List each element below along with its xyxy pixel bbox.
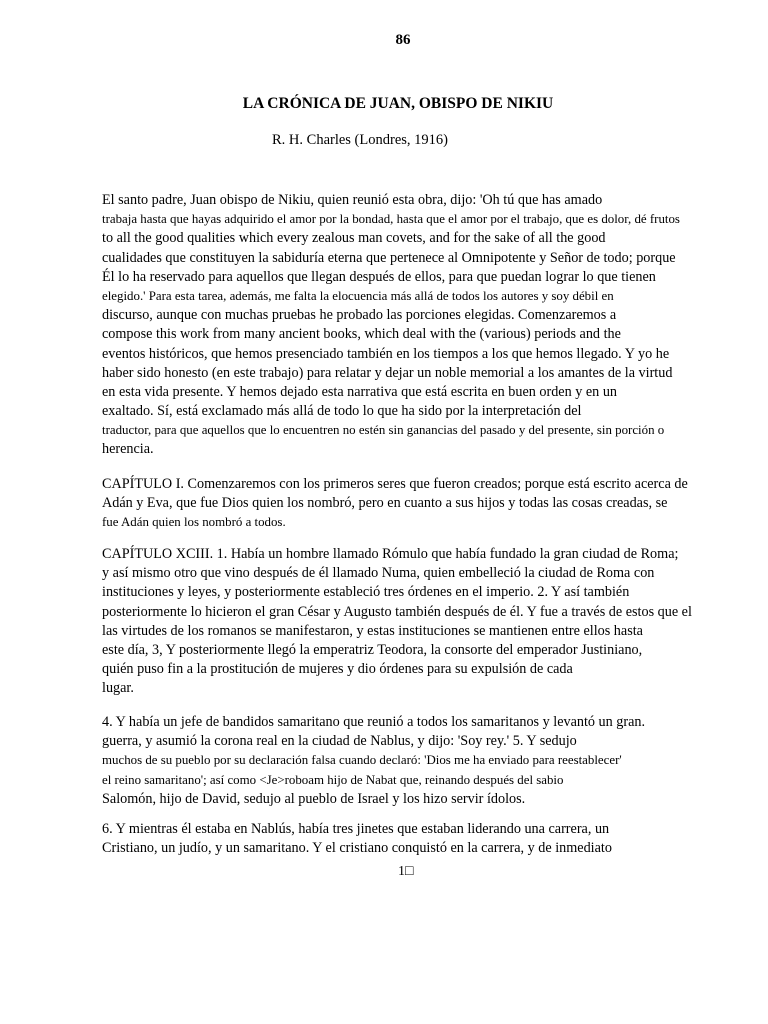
text-line: instituciones y leyes, y posteriormente estableció tres órdenes en el imperio. 2. Y así también xyxy=(102,584,630,601)
text-line: to all the good qualities which every zealous man covets, and for the sake of all the good xyxy=(102,230,606,247)
text-line: y así mismo otro que vino después de él llamado Numa, quien embelleció la ciudad de Roma con xyxy=(102,565,655,582)
paragraph-race xyxy=(102,820,742,858)
document-title: LA CRÓNICA DE JUAN, OBISPO DE NIKIU xyxy=(242,95,554,112)
text-line: Adán y Eva, que fue Dios quien los nombró, pero en cuanto a sus hijos y todas las cosas creadas, se xyxy=(102,495,668,512)
text-line: eventos históricos, que hemos presenciado también en los tiempos a los que hemos llegado. Y yo he xyxy=(102,345,670,362)
text-line: 4. Y había un jefe de bandidos samaritano que reunió a todos los samaritanos y levantó un gran. xyxy=(102,714,646,730)
text-line: 6. Y mientras él estaba en Nablús, había tres jinetes que estaban liderando una carrera, un xyxy=(102,821,610,837)
page-number: 86 xyxy=(395,32,411,48)
text-line: el reino samaritano'; así como <Je>roboam hijo de Nabat que, reinando después del sabio xyxy=(102,772,564,787)
text-line: Él lo ha reservado para aquellos que llegan después de ellos, para que puedan lograr lo que tienen xyxy=(102,268,656,285)
text-line: quién puso fin a la prostitución de mujeres y dio órdenes para su expulsión de cada xyxy=(102,661,573,678)
text-line: posteriormente lo hicieron el gran César y Augusto también después de él. Y fue a través de estos que el xyxy=(102,603,692,620)
text-line: traductor, para que aquellos que lo encuentren no estén sin ganancias del pasado y del presente, sin porción o xyxy=(102,423,665,438)
text-line: elegido.' Para esta tarea, además, me falta la elocuencia más allá de todos los autores y soy débil en xyxy=(102,288,614,303)
text-line: discurso, aunque con muchas pruebas he probado las porciones elegidas. Comenzaremos a xyxy=(102,307,617,324)
text-line: CAPÍTULO I. Comenzaremos con los primeros seres que fueron creados; porque está escrito acerca de xyxy=(102,476,688,492)
text-line: exaltado. Sí, está exclamado más allá de todo lo que ha sido por la interpretación del xyxy=(102,403,582,420)
text-line: Cristiano, un judío, y un samaritano. Y el cristiano conquistó en la carrera, y de inmediato xyxy=(102,840,612,857)
footer-page-number: 1□ xyxy=(398,864,414,879)
paragraph-chapter-1 xyxy=(102,475,742,533)
text-line: compose this work from many ancient books, which deal with the (various) periods and the xyxy=(102,326,621,343)
text-line: este día, 3, Y posteriormente llegó la emperatriz Teodora, la consorte del emperador Justiniano, xyxy=(102,641,643,658)
text-line: Salomón, hijo de David, sedujo al pueblo de Israel y los hizo servir ídolos. xyxy=(102,790,526,807)
paragraph-samaritan-chief xyxy=(102,713,742,809)
text-line: trabaja hasta que hayas adquirido el amor por la bondad, hasta que el amor por el trabajo, que es dolor, dé frutos xyxy=(102,212,680,227)
text-line: las virtudes de los romanos se manifestaron, y estas instituciones se mantienen entre ellos hasta xyxy=(102,622,643,639)
text-line: fue Adán quien los nombró a todos. xyxy=(102,515,286,530)
paragraph-chapter-93 xyxy=(102,545,742,699)
text-line: El santo padre, Juan obispo de Nikiu, quien reunió esta obra, dijo: 'Oh tú que has amado xyxy=(102,192,603,208)
text-line: lugar. xyxy=(102,680,134,697)
paragraph-intro xyxy=(102,191,742,460)
text-line: haber sido honesto (en este trabajo) para relatar y dejar un noble memorial a los amantes de la virtud xyxy=(102,364,673,381)
text-line: cualidades que constituyen la sabiduría eterna que pertenece al Omnipotente y Señor de todo; porque xyxy=(102,249,676,266)
text-line: guerra, y asumió la corona real en la ciudad de Nablus, y dijo: 'Soy rey.' 5. Y sedujo xyxy=(102,733,577,750)
text-line: CAPÍTULO XCIII. 1. Había un hombre llamado Rómulo que había fundado la gran ciudad de Roma; xyxy=(102,546,679,562)
document-subtitle: R. H. Charles (Londres, 1916) xyxy=(272,132,448,148)
text-line: muchos de su pueblo por su declaración falsa cuando declaró: 'Dios me ha enviado para reestablecer' xyxy=(102,753,622,768)
text-line: herencia. xyxy=(102,441,154,458)
text-line: en esta vida presente. Y hemos dejado esta narrativa que está escrita en buen orden y en un xyxy=(102,383,618,400)
